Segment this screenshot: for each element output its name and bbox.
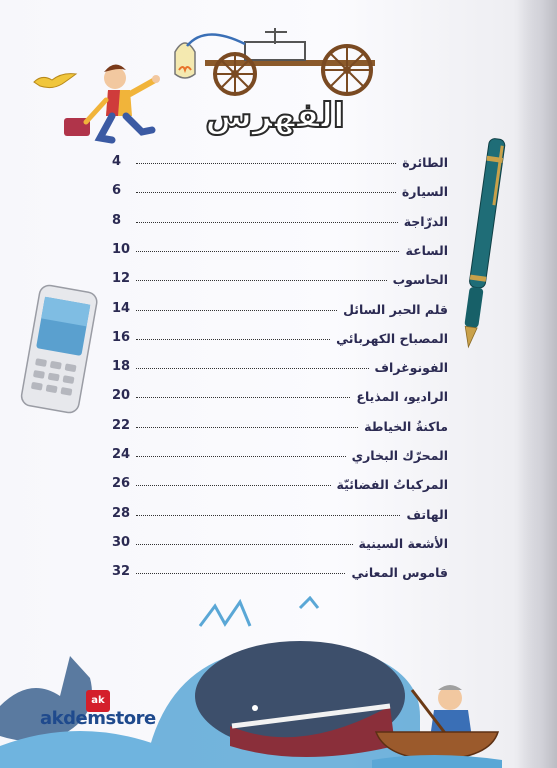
toc-entry-label: السيارة [401, 184, 448, 199]
toc-entry[interactable] [112, 535, 448, 557]
toc-entry-label: الفونوغراف [374, 360, 448, 375]
page-title: الفهرس [205, 96, 345, 136]
toc-page-number: 26 [112, 476, 131, 491]
toc-page-number: 18 [112, 359, 131, 374]
toc-leader-dots [136, 222, 398, 223]
toc-entry[interactable] [112, 476, 448, 498]
toc-entry-label: الحاسوب [392, 272, 448, 287]
toc-entry[interactable] [112, 564, 448, 586]
toc-page-number: 6 [112, 183, 122, 198]
toc-leader-dots [136, 485, 331, 486]
toc-leader-dots [136, 310, 337, 311]
toc-page-number: 16 [112, 330, 131, 345]
toc-leader-dots [136, 368, 369, 369]
toc-leader-dots [136, 573, 345, 574]
toc-entry[interactable] [112, 271, 448, 293]
toc-page-number: 8 [112, 213, 122, 228]
toc-leader-dots [136, 456, 346, 457]
toc-leader-dots [136, 544, 353, 545]
toc-entry-label: الطائرة [402, 155, 448, 170]
toc-leader-dots [136, 163, 396, 164]
toc-page-number: 20 [112, 388, 131, 403]
toc-entry-label: الأشعة السينية [358, 536, 448, 551]
toc-entry[interactable] [112, 183, 448, 205]
toc-page-number: 30 [112, 535, 131, 550]
toc-entry-label: قلم الحبر السائل [343, 302, 448, 317]
toc-entry[interactable] [112, 359, 448, 381]
toc-leader-dots [136, 427, 358, 428]
toc-entry-label: الهاتف [406, 507, 448, 522]
store-watermark: akdemstore [40, 708, 156, 729]
toc-leader-dots [136, 515, 400, 516]
toc-entry[interactable] [112, 506, 448, 528]
fountain-pen-icon [458, 136, 508, 351]
toc-page-number: 22 [112, 418, 131, 433]
toc-entry-label: ماكنةُ الخياطة [364, 419, 448, 434]
mobile-phone-icon [18, 284, 100, 416]
toc-leader-dots [136, 251, 399, 252]
toc-page-number: 4 [112, 154, 122, 169]
toc-entry-label: المصباح الكهربائي [336, 331, 448, 346]
toc-entry[interactable] [112, 301, 448, 323]
store-logo-icon: ak [86, 690, 110, 712]
boat-icon [372, 676, 502, 768]
toc-page-number: 14 [112, 301, 131, 316]
toc-page-number: 28 [112, 506, 131, 521]
toc-leader-dots [136, 192, 396, 193]
toc-page-number: 10 [112, 242, 131, 257]
steam-car-icon [165, 22, 383, 102]
toc-entry-label: الراديو، المذياع [356, 389, 448, 404]
toc-entry-label: المركباتُ الفضائيّة [336, 477, 448, 492]
toc-leader-dots [136, 397, 350, 398]
toc-page-number: 24 [112, 447, 131, 462]
toc-entry-label: قاموس المعاني [351, 565, 448, 580]
toc-entry[interactable] [112, 388, 448, 410]
toc-entry-label: المحرّك البخاري [351, 448, 448, 463]
toc-entry[interactable] [112, 213, 448, 235]
toc-leader-dots [136, 280, 387, 281]
toc-entry-label: الساعة [405, 243, 448, 258]
toc-page-number: 12 [112, 271, 131, 286]
toc-entry-label: الدرّاجة [403, 214, 448, 229]
toc-entry[interactable] [112, 154, 448, 176]
toc-entry[interactable] [112, 330, 448, 352]
toc-leader-dots [136, 339, 330, 340]
toc-entry[interactable] [112, 418, 448, 440]
toc-entry[interactable] [112, 242, 448, 264]
toc-entry[interactable] [112, 447, 448, 469]
toc-page-number: 32 [112, 564, 131, 579]
running-boy-icon [60, 60, 165, 152]
